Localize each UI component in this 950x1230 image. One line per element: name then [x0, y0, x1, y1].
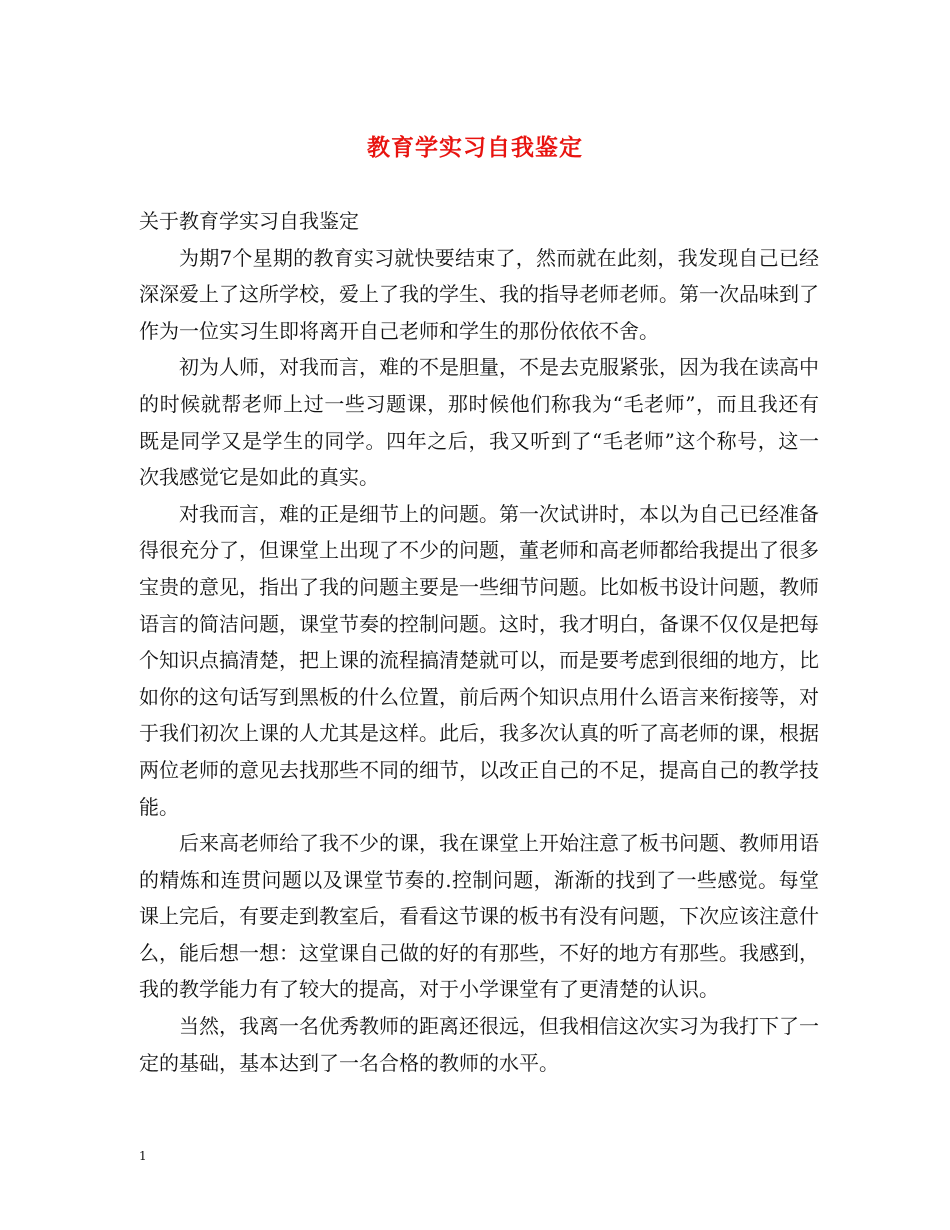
paragraph-2: 初为人师，对我而言，难的不是胆量，不是去克服紧张，因为我在读高中的时候就帮老师上过一些习题课，那时候他们称我为“毛老师”，而且我还有既是同学又是学生的同学。四年之后，我又听到了“毛老师”这个称号，这一次我感觉它是如此的真实。	[139, 355, 819, 490]
paragraph-3: 对我而言，难的正是细节上的问题。第一次试讲时，本以为自己已经准备得很充分了，但课堂上出现了不少的问题，董老师和高老师都给我提出了很多宝贵的意见，指出了我的问题主要是一些细节问题。比如板书设计问题，教师语言的简洁问题，课堂节奏的控制问题。这时，我才明白，备课不仅仅是把每个知识点搞清楚，把上课的流程搞清楚就可以，而是要考虑到很细的地方，比如你的这句话写到黑板的什么位置，前后两个知识点用什么语言来衔接等，对于我们初次上课的人尤其是这样。此后，我多次认真的听了高老师的课，根据两位老师的意见去找那些不同的细节，以改正自己的不足，提高自己的教学技能。	[139, 501, 819, 819]
document-title: 教育学实习自我鉴定	[367, 134, 583, 161]
paragraph-5: 当然，我离一名优秀教师的距离还很远，但我相信这次实习为我打下了一定的基础，基本达到了一名合格的教师的水平。	[139, 1014, 819, 1075]
paragraph-1: 为期7个星期的教育实习就快要结束了，然而就在此刻，我发现自己已经深深爱上了这所学校，爱上了我的学生、我的指导老师老师。第一次品味到了作为一位实习生即将离开自己老师和学生的那份依依不舍。	[139, 245, 819, 343]
document-subtitle: 关于教育学实习自我鉴定	[139, 209, 359, 233]
document-body	[139, 203, 819, 1081]
page-number: 1	[139, 1149, 147, 1163]
paragraph-4: 后来高老师给了我不少的课，我在课堂上开始注意了板书问题、教师用语的精炼和连贯问题以及课堂节奏的.控制问题，渐渐的找到了一些感觉。每堂课上完后，有要走到教室后，看看这节课的板书有没有问题，下次应该注意什么，能后想一想：这堂课自己做的好的有那些，不好的地方有那些。我感到，我的教学能力有了较大的提高，对于小学课堂有了更清楚的认识。	[139, 831, 819, 1002]
